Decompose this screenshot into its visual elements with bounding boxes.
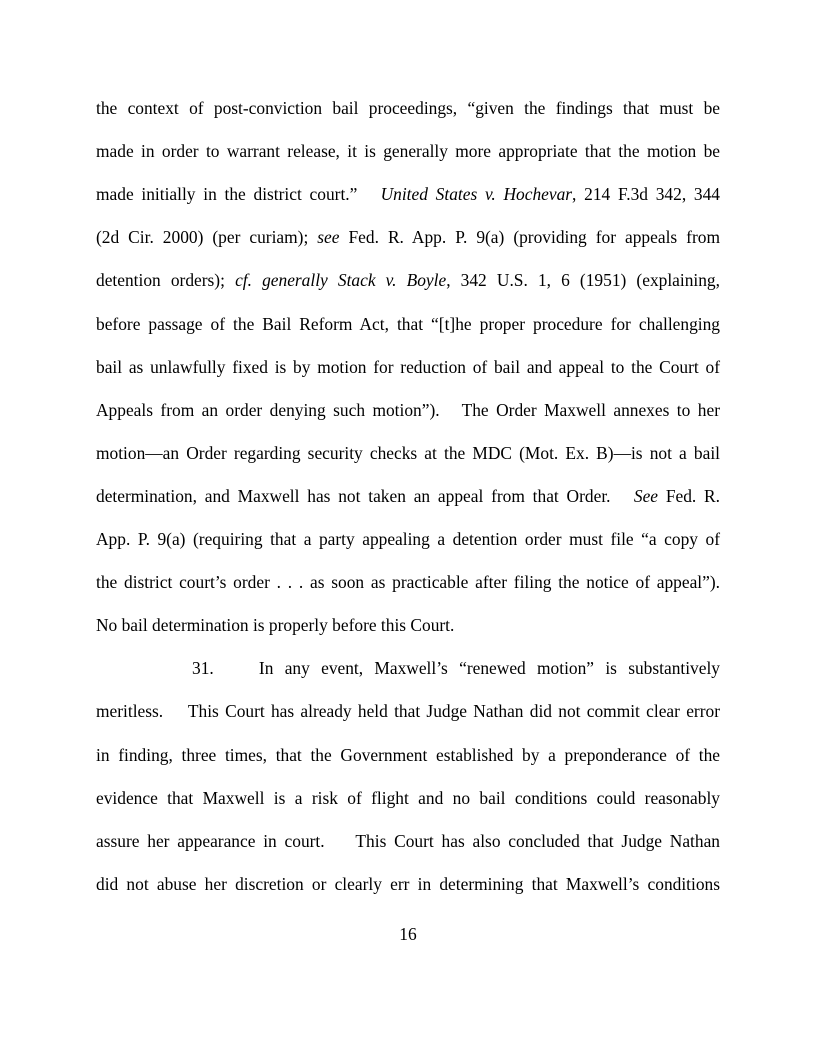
text-line bbox=[96, 226, 720, 248]
text-segment: bail as unlawfully fixed is by motion for reduction of bail and appeal to the Court of bbox=[96, 357, 720, 377]
text-segment: meritless. This Court has already held that Judge Nathan did not commit clear error bbox=[96, 701, 720, 721]
text-line bbox=[96, 830, 720, 852]
text-line bbox=[96, 700, 720, 722]
italic-citation-text: See bbox=[633, 486, 659, 506]
text-line bbox=[96, 528, 720, 550]
text-segment: , 342 U.S. 1, 6 (1951) (explaining, bbox=[446, 270, 720, 290]
text-line bbox=[96, 269, 720, 291]
text-line bbox=[96, 97, 720, 119]
text-line bbox=[96, 140, 720, 162]
text-line bbox=[96, 356, 720, 378]
text-segment: motion—an Order regarding security checks at the MDC (Mot. Ex. B)—is not a bail bbox=[96, 443, 720, 463]
text-line bbox=[96, 571, 720, 593]
text-segment: made initially in the district court.” bbox=[96, 184, 381, 204]
text-line bbox=[96, 485, 720, 507]
text-segment: in finding, three times, that the Government established by a preponderance of the bbox=[96, 745, 720, 765]
text-segment: Fed. R. bbox=[658, 486, 721, 506]
text-segment: before passage of the Bail Reform Act, that “[t]he proper procedure for challenging bbox=[96, 314, 720, 334]
text-line bbox=[96, 399, 720, 421]
italic-citation-text: United States v. Hochevar bbox=[380, 184, 573, 204]
text-line bbox=[96, 744, 720, 766]
text-segment: Appeals from an order denying such motion”). The Order Maxwell annexes to her bbox=[96, 400, 720, 420]
text-segment: evidence that Maxwell is a risk of flight and no bail conditions could reasonably bbox=[96, 788, 720, 808]
italic-citation-text: cf. generally Stack v. Boyle bbox=[235, 270, 447, 290]
text-segment: the context of post-conviction bail proceedings, “given the findings that must be bbox=[96, 98, 720, 118]
text-line bbox=[96, 313, 720, 335]
text-segment: Fed. R. App. P. 9(a) (providing for appeals from bbox=[339, 227, 720, 247]
text-line bbox=[96, 183, 720, 205]
text-segment: assure her appearance in court. This Court has also concluded that Judge Nathan bbox=[96, 831, 720, 851]
text-segment: the district court’s order . . . as soon as practicable after filing the notice of appeal”). bbox=[96, 572, 720, 592]
text-segment: 31. In any event, Maxwell’s “renewed motion” is substantively bbox=[192, 658, 720, 678]
text-segment: No bail determination is properly before this Court. bbox=[96, 615, 455, 635]
page-number: 16 bbox=[399, 924, 417, 944]
text-line bbox=[96, 873, 720, 895]
text-segment: did not abuse her discretion or clearly err in determining that Maxwell’s conditions bbox=[96, 874, 720, 894]
text-line bbox=[96, 442, 720, 464]
text-line bbox=[96, 657, 720, 679]
text-line bbox=[96, 614, 720, 636]
text-line bbox=[96, 787, 720, 809]
text-segment: (2d Cir. 2000) (per curiam); bbox=[96, 227, 318, 247]
italic-citation-text: see bbox=[317, 227, 340, 247]
text-segment: App. P. 9(a) (requiring that a party appealing a detention order must file “a copy of bbox=[96, 529, 720, 549]
text-segment: , 214 F.3d 342, 344 bbox=[572, 184, 720, 204]
text-segment: detention orders); bbox=[96, 270, 236, 290]
text-segment: determination, and Maxwell has not taken an appeal from that Order. bbox=[96, 486, 634, 506]
text-segment: made in order to warrant release, it is generally more appropriate that the motion be bbox=[96, 141, 720, 161]
